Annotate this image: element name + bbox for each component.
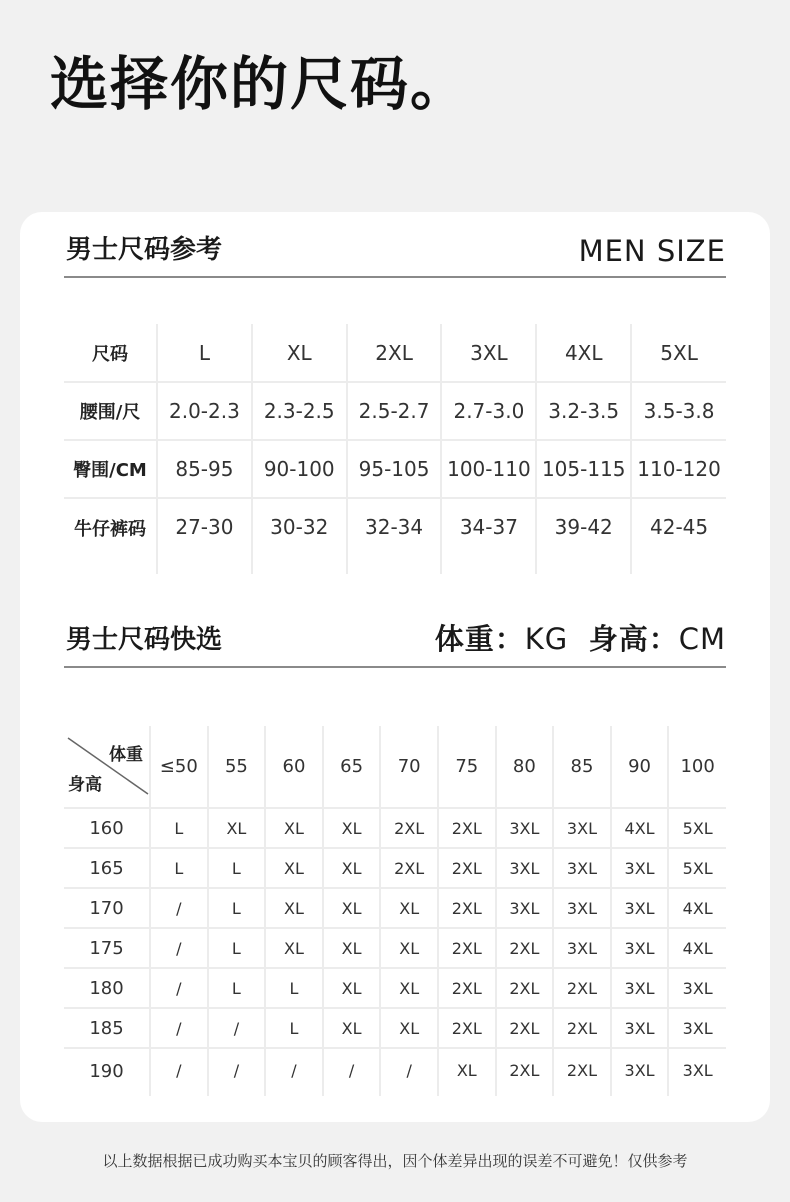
recommended-size-cell: 3XL xyxy=(611,888,669,928)
recommended-size-cell: XL xyxy=(380,888,438,928)
table-corner xyxy=(64,726,150,808)
size-ref-cell: 34-37 xyxy=(441,498,536,574)
weight-header-cell: 90 xyxy=(611,726,669,808)
size-ref-cell: 100-110 xyxy=(441,440,536,498)
recommended-size-cell: 4XL xyxy=(668,928,726,968)
size-ref-header xyxy=(64,212,726,278)
size-header-row xyxy=(64,324,726,382)
recommended-size-cell: XL xyxy=(265,928,323,968)
disclaimer-footnote: 以上数据根据已成功购买本宝贝的顾客得出，因个体差异出现的误差不可避免！仅供参考 xyxy=(102,1152,688,1170)
weight-header-cell: ≤50 xyxy=(150,726,208,808)
weight-header-cell: 55 xyxy=(208,726,266,808)
recommended-size-cell: 3XL xyxy=(611,1048,669,1096)
recommended-size-cell: L xyxy=(150,808,208,848)
recommended-size-cell: 3XL xyxy=(668,1048,726,1096)
quick-select-row xyxy=(64,928,726,968)
recommended-size-cell: 2XL xyxy=(496,928,554,968)
recommended-size-cell: XL xyxy=(323,1008,381,1048)
quick-select-row xyxy=(64,968,726,1008)
size-ref-cell: 2.3-2.5 xyxy=(252,382,347,440)
recommended-size-cell: 2XL xyxy=(380,848,438,888)
size-ref-cell: 30-32 xyxy=(252,498,347,574)
corner-height-label: 身高 xyxy=(68,775,102,795)
quick-select-table xyxy=(64,726,726,1096)
height-row-label: 185 xyxy=(64,1008,150,1048)
size-header-cell: 4XL xyxy=(536,324,631,382)
size-header-label: 尺码 xyxy=(92,343,128,365)
recommended-size-cell: 4XL xyxy=(611,808,669,848)
recommended-size-cell: 3XL xyxy=(611,928,669,968)
size-chart-card xyxy=(20,212,770,1122)
weight-unit-label: 体重： xyxy=(434,622,525,656)
size-ref-cell: 42-45 xyxy=(631,498,726,574)
recommended-size-cell: / xyxy=(323,1048,381,1096)
size-ref-cell: 2.5-2.7 xyxy=(347,382,442,440)
recommended-size-cell: XL xyxy=(438,1048,496,1096)
recommended-size-cell: 2XL xyxy=(553,1048,611,1096)
recommended-size-cell: XL xyxy=(323,928,381,968)
weight-header-cell: 85 xyxy=(553,726,611,808)
recommended-size-cell: 2XL xyxy=(438,888,496,928)
size-header-cell: L xyxy=(157,324,252,382)
recommended-size-cell: / xyxy=(150,1048,208,1096)
recommended-size-cell: 3XL xyxy=(553,928,611,968)
size-ref-row xyxy=(64,440,726,498)
quick-select-header xyxy=(64,602,726,668)
recommended-size-cell: XL xyxy=(323,848,381,888)
recommended-size-cell: / xyxy=(150,928,208,968)
diagonal-divider xyxy=(64,726,150,808)
recommended-size-cell: L xyxy=(208,968,266,1008)
recommended-size-cell: XL xyxy=(265,888,323,928)
height-row-label: 160 xyxy=(64,808,150,848)
recommended-size-cell: 3XL xyxy=(553,888,611,928)
weight-header-cell: 70 xyxy=(380,726,438,808)
recommended-size-cell: XL xyxy=(208,808,266,848)
quick-select-units xyxy=(435,617,726,658)
recommended-size-cell: 2XL xyxy=(496,968,554,1008)
recommended-size-cell: 2XL xyxy=(438,808,496,848)
size-ref-cell: 39-42 xyxy=(536,498,631,574)
recommended-size-cell: / xyxy=(150,888,208,928)
height-row-label: 170 xyxy=(64,888,150,928)
size-ref-title: 男士尺码参考 xyxy=(66,235,223,265)
recommended-size-cell: / xyxy=(150,968,208,1008)
size-ref-row-label: 臀围/CM xyxy=(64,440,157,498)
size-ref-row xyxy=(64,498,726,574)
recommended-size-cell: L xyxy=(208,888,266,928)
quick-select-row xyxy=(64,1008,726,1048)
height-row-label: 180 xyxy=(64,968,150,1008)
recommended-size-cell: / xyxy=(208,1048,266,1096)
recommended-size-cell: L xyxy=(265,1008,323,1048)
recommended-size-cell: L xyxy=(208,928,266,968)
recommended-size-cell: 2XL xyxy=(553,968,611,1008)
height-row-label: 165 xyxy=(64,848,150,888)
size-ref-row xyxy=(64,382,726,440)
size-ref-cell: 32-34 xyxy=(347,498,442,574)
recommended-size-cell: 2XL xyxy=(553,1008,611,1048)
page-title: 选择你的尺码。 xyxy=(50,50,471,118)
recommended-size-cell: XL xyxy=(265,808,323,848)
recommended-size-cell: XL xyxy=(380,968,438,1008)
recommended-size-cell: 3XL xyxy=(496,808,554,848)
size-ref-cell: 27-30 xyxy=(157,498,252,574)
recommended-size-cell: 3XL xyxy=(611,968,669,1008)
height-row-label: 175 xyxy=(64,928,150,968)
recommended-size-cell: XL xyxy=(323,888,381,928)
weight-header-row xyxy=(64,726,726,808)
size-ref-cell: 2.0-2.3 xyxy=(157,382,252,440)
recommended-size-cell: 2XL xyxy=(496,1048,554,1096)
height-unit-label: 身高： xyxy=(588,622,679,656)
weight-header-cell: 60 xyxy=(265,726,323,808)
recommended-size-cell: 3XL xyxy=(496,888,554,928)
size-ref-cell: 110-120 xyxy=(631,440,726,498)
size-header-cell: XL xyxy=(252,324,347,382)
height-unit: CM xyxy=(678,622,726,656)
quick-select-row xyxy=(64,848,726,888)
size-ref-cell: 95-105 xyxy=(347,440,442,498)
recommended-size-cell: XL xyxy=(380,928,438,968)
recommended-size-cell: / xyxy=(150,1008,208,1048)
size-ref-cell: 90-100 xyxy=(252,440,347,498)
recommended-size-cell: / xyxy=(265,1048,323,1096)
weight-header-cell: 80 xyxy=(496,726,554,808)
recommended-size-cell: 3XL xyxy=(553,848,611,888)
recommended-size-cell: 2XL xyxy=(438,1008,496,1048)
recommended-size-cell: L xyxy=(265,968,323,1008)
size-header-cell: 2XL xyxy=(347,324,442,382)
recommended-size-cell: 2XL xyxy=(496,1008,554,1048)
recommended-size-cell: XL xyxy=(323,808,381,848)
size-header-cell: 5XL xyxy=(631,324,726,382)
recommended-size-cell: / xyxy=(380,1048,438,1096)
recommended-size-cell: 2XL xyxy=(380,808,438,848)
quick-select-row xyxy=(64,1048,726,1096)
recommended-size-cell: L xyxy=(150,848,208,888)
recommended-size-cell: 2XL xyxy=(438,928,496,968)
weight-unit: KG xyxy=(524,622,569,656)
size-ref-title-en: MEN SIZE xyxy=(578,234,726,268)
recommended-size-cell: 3XL xyxy=(668,1008,726,1048)
size-ref-cell: 3.2-3.5 xyxy=(536,382,631,440)
recommended-size-cell: L xyxy=(208,848,266,888)
size-reference-table xyxy=(64,324,726,574)
quick-select-title: 男士尺码快选 xyxy=(66,625,223,655)
height-row-label: 190 xyxy=(64,1048,150,1096)
recommended-size-cell: 3XL xyxy=(496,848,554,888)
quick-select-row xyxy=(64,808,726,848)
size-ref-row-label: 牛仔裤码 xyxy=(64,498,157,574)
recommended-size-cell: XL xyxy=(323,968,381,1008)
size-ref-cell: 85-95 xyxy=(157,440,252,498)
size-ref-cell: 3.5-3.8 xyxy=(631,382,726,440)
weight-header-cell: 65 xyxy=(323,726,381,808)
corner-weight-label: 体重 xyxy=(109,745,143,765)
weight-header-cell: 100 xyxy=(668,726,726,808)
recommended-size-cell: 5XL xyxy=(668,848,726,888)
recommended-size-cell: 5XL xyxy=(668,808,726,848)
size-header-cell: 3XL xyxy=(441,324,536,382)
recommended-size-cell: 3XL xyxy=(611,848,669,888)
recommended-size-cell: 3XL xyxy=(553,808,611,848)
recommended-size-cell: 2XL xyxy=(438,968,496,1008)
recommended-size-cell: 3XL xyxy=(668,968,726,1008)
recommended-size-cell: 2XL xyxy=(438,848,496,888)
quick-select-row xyxy=(64,888,726,928)
recommended-size-cell: XL xyxy=(265,848,323,888)
recommended-size-cell: 4XL xyxy=(668,888,726,928)
recommended-size-cell: XL xyxy=(380,1008,438,1048)
size-ref-cell: 105-115 xyxy=(536,440,631,498)
recommended-size-cell: 3XL xyxy=(611,1008,669,1048)
weight-header-cell: 75 xyxy=(438,726,496,808)
size-ref-cell: 2.7-3.0 xyxy=(441,382,536,440)
size-ref-row-label: 腰围/尺 xyxy=(64,382,157,440)
recommended-size-cell: / xyxy=(208,1008,266,1048)
